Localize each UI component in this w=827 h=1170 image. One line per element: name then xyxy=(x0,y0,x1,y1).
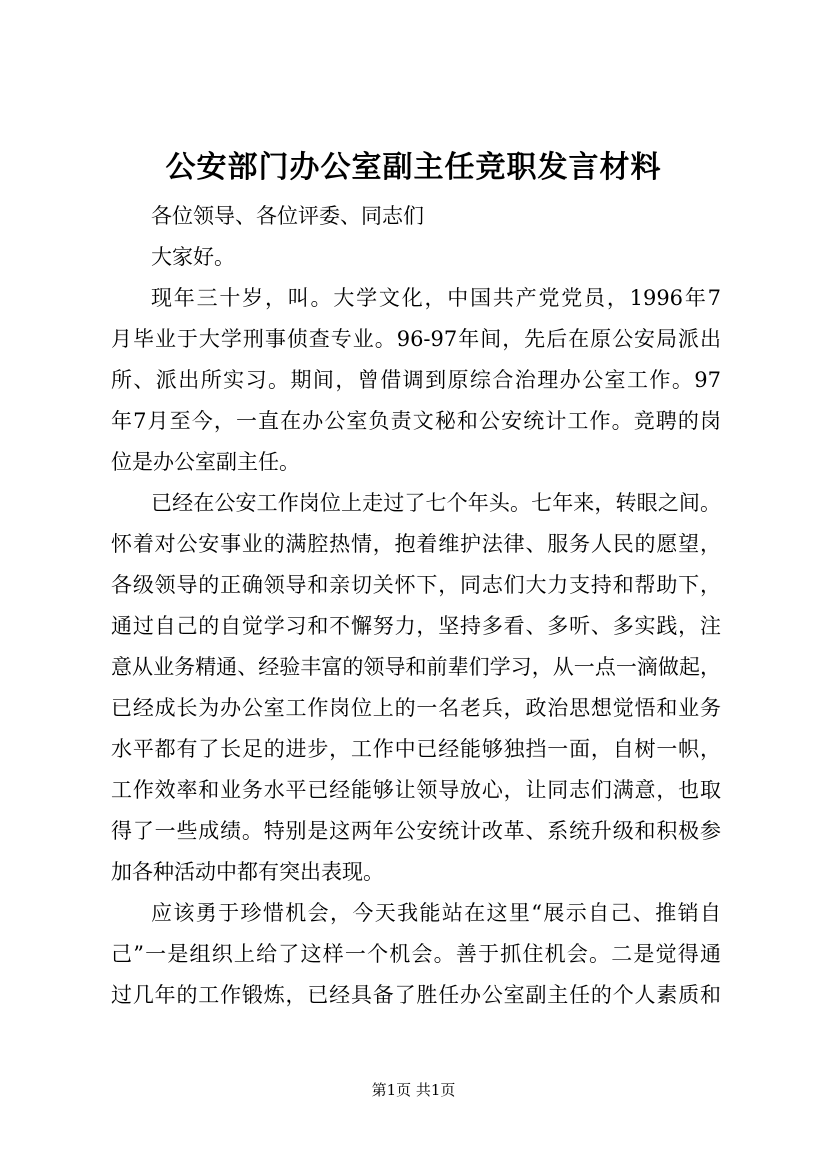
paragraph xyxy=(111,237,721,278)
paragraph xyxy=(111,196,721,237)
paragraph xyxy=(111,483,721,893)
text-line: 各级领导的正确领导和亲切关怀下，同志们大力支持和帮助下， xyxy=(111,573,721,597)
page-number-footer: 第1页 共1页 xyxy=(371,1081,456,1099)
text-line: 水平都有了长足的进步，工作中已经能够独挡一面，自树一帜， xyxy=(111,737,721,761)
document-title: 公安部门办公室副主任竞职发言材料 xyxy=(165,150,662,185)
text-line: 工作效率和业务水平已经能够让领导放心，让同志们满意，也取 xyxy=(111,778,721,802)
text-line: 得了一些成绩。特别是这两年公安统计改革、系统升级和积极参 xyxy=(111,819,721,843)
text-line: 现年三十岁，叫。大学文化，中国共产党党员，1996年7 xyxy=(151,286,721,310)
text-line: 已经成长为办公室工作岗位上的一名老兵，政治思想觉悟和业务 xyxy=(111,696,721,720)
paragraph xyxy=(111,893,721,1016)
text-line: 过几年的工作锻炼，已经具备了胜任办公室副主任的个人素质和 xyxy=(111,983,721,1007)
text-line: 已经在公安工作岗位上走过了七个年头。七年来，转眼之间。 xyxy=(151,491,721,515)
text-line: 加各种活动中都有突出表现。 xyxy=(111,860,384,884)
text-line: 年7月至今，一直在办公室负责文秘和公安统计工作。竞聘的岗 xyxy=(111,409,721,433)
text-line: 己”一是组织上给了这样一个机会。善于抓住机会。二是觉得通 xyxy=(111,942,721,966)
text-line: 所、派出所实习。期间，曾借调到原综合治理办公室工作。97 xyxy=(111,368,721,392)
text-line: 应该勇于珍惜机会，今天我能站在这里“展示自己、推销自 xyxy=(151,901,721,925)
text-line: 大家好。 xyxy=(151,245,235,269)
text-line: 意从业务精通、经验丰富的领导和前辈们学习，从一点一滴做起， xyxy=(111,655,721,679)
text-line: 各位领导、各位评委、同志们 xyxy=(151,204,424,228)
text-line: 月毕业于大学刑事侦查专业。96-97年间，先后在原公安局派出 xyxy=(111,327,721,351)
text-line: 通过自己的自觉学习和不懈努力，坚持多看、多听、多实践，注 xyxy=(111,614,721,638)
text-line: 位是办公室副主任。 xyxy=(111,450,300,474)
document-body xyxy=(111,196,721,1016)
text-line: 怀着对公安事业的满腔热情，抱着维护法律、服务人民的愿望， xyxy=(111,532,721,556)
paragraph xyxy=(111,278,721,483)
